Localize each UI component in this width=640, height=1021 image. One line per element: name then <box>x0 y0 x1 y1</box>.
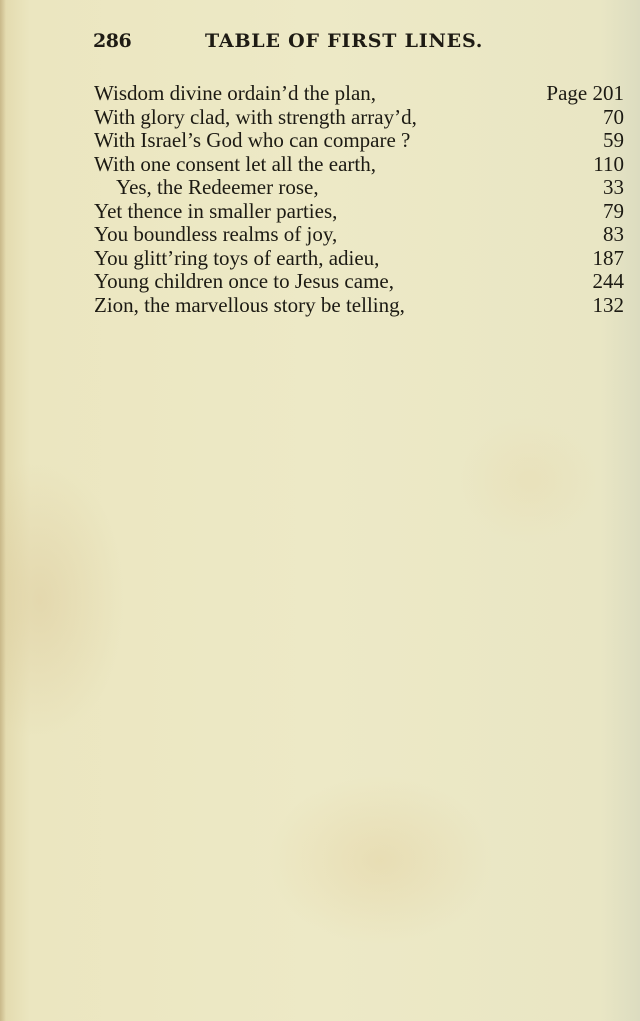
entry-page-ref: 110 <box>593 151 624 176</box>
index-entry <box>94 200 624 224</box>
entry-first-line: With one consent let all the earth, <box>94 151 376 176</box>
running-title: TABLE OF FIRST LINES. <box>205 30 484 52</box>
entry-page-ref: Page 201 <box>546 81 624 105</box>
entry-page-ref: 79 <box>603 198 624 223</box>
index-entry <box>94 153 624 177</box>
entry-page-ref: 187 <box>592 245 624 270</box>
entry-page-ref: 59 <box>603 128 624 152</box>
index-entry <box>94 223 624 247</box>
entry-first-line: Young children once to Jesus came, <box>94 269 394 293</box>
index-entry <box>94 270 624 294</box>
entry-page-ref: 33 <box>603 175 624 199</box>
entry-first-line: With Israel’s God who can compare ? <box>94 128 411 152</box>
index-entry <box>94 294 624 318</box>
entry-first-line: Wisdom divine ordain’d the plan, <box>94 81 377 105</box>
entry-first-line: Zion, the marvellous story be telling, <box>94 292 405 317</box>
entry-page-ref: 83 <box>603 222 624 246</box>
entry-first-line: Yes, the Redeemer rose, <box>116 175 319 199</box>
entry-page-ref: 70 <box>603 104 624 129</box>
index-entry <box>94 106 624 130</box>
entry-first-line: With glory clad, with strength array’d, <box>94 104 417 129</box>
page-gutter-shadow <box>0 0 6 1021</box>
index-entry <box>94 129 624 153</box>
page-header <box>93 30 533 56</box>
entry-first-line: You glitt’ring toys of earth, adieu, <box>94 245 380 270</box>
entry-page-ref: 132 <box>592 292 624 317</box>
entry-page-ref: 244 <box>592 269 624 293</box>
entry-first-line: You boundless realms of joy, <box>94 222 338 246</box>
first-lines-index <box>94 82 624 317</box>
index-entry <box>94 82 624 106</box>
entry-first-line: Yet thence in smaller parties, <box>94 198 338 223</box>
page-number: 286 <box>93 30 132 52</box>
index-entry <box>94 247 624 271</box>
index-entry-indented <box>94 176 624 200</box>
